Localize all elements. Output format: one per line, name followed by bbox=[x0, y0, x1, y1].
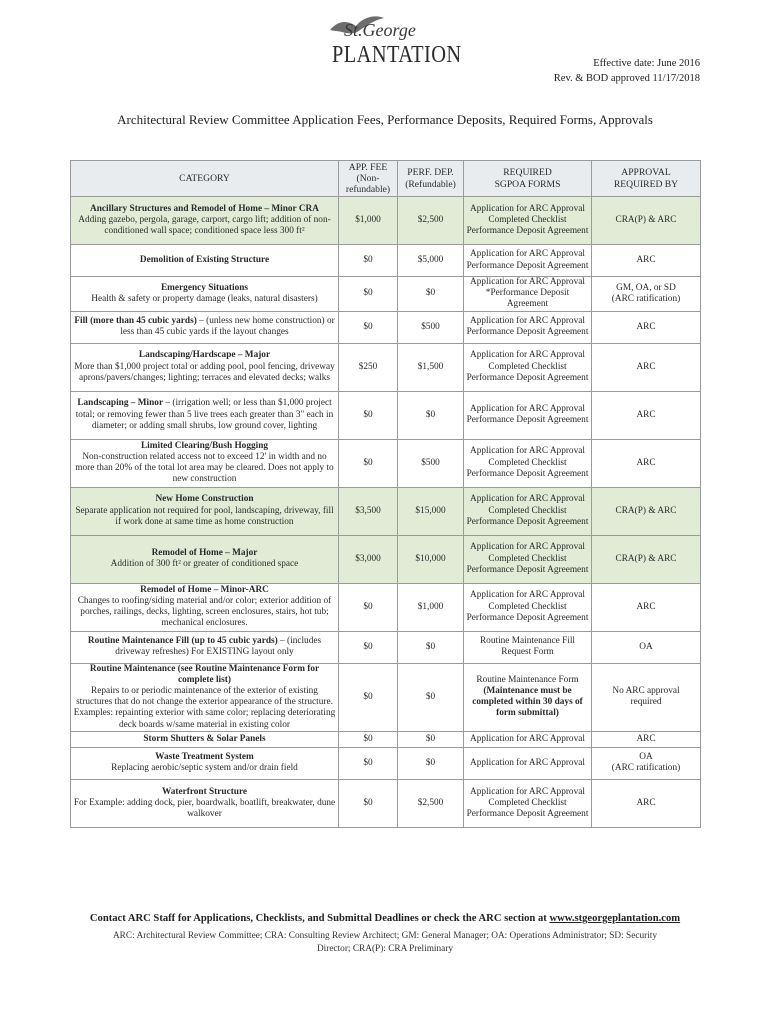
st-george-plantation-logo bbox=[320, 12, 462, 74]
approval-cell bbox=[592, 631, 701, 663]
required-form-item: Application for ARC Approval bbox=[470, 315, 585, 326]
approval-cell bbox=[592, 439, 701, 487]
required-form-item: Application for ARC Approval bbox=[470, 350, 585, 361]
logo-script-text: St.George bbox=[344, 20, 416, 40]
category-title: Routine Maintenance (see Routine Maintenance Form for complete list) bbox=[89, 663, 320, 685]
abbreviation-legend: ARC: Architectural Review Committee; CRA: Consulting Review Architect; GM: General Manager; OA: Operations Administrator; SD: Security Director; CRA(P): CRA Preliminary bbox=[112, 931, 658, 954]
contact-line bbox=[0, 913, 770, 924]
approval-cell bbox=[592, 487, 701, 535]
approval-item: ARC bbox=[636, 361, 656, 372]
approval-item: required bbox=[630, 697, 662, 708]
header-app-fee: APP. FEE (Non-refundable) bbox=[339, 161, 398, 197]
category-description: Repairs to or periodic maintenance of the exterior of existing structures that do not change the exterior appearance of the structure. Examples: repainting exterior with same color; replacing deteriorating deck boards w/same material in existing color bbox=[73, 686, 336, 730]
header-perf-dep: PERF. DEP. (Refundable) bbox=[398, 161, 464, 197]
perf-dep-cell: $0 bbox=[398, 391, 464, 439]
required-form-item: Performance Deposit Agreement bbox=[466, 327, 589, 338]
category-title: Landscaping – Minor bbox=[77, 398, 164, 409]
approval-item: ARC bbox=[636, 733, 656, 744]
app-fee-cell: $3,000 bbox=[339, 535, 398, 583]
category-cell bbox=[71, 779, 339, 827]
effective-date-block bbox=[554, 56, 700, 86]
app-fee-cell: $0 bbox=[339, 779, 398, 827]
approval-item: CRA(P) & ARC bbox=[615, 214, 677, 225]
header-approval: APPROVAL REQUIRED BY bbox=[592, 161, 701, 197]
category-description: – (irrigation well; or less than $1,000 project total; or removing fewer than 5 live trees each greater than 3" each in diameter; or adding small shrubs, low ground cover, lighting bbox=[75, 398, 334, 431]
effective-date: Effective date: June 2016 bbox=[593, 58, 700, 69]
table-row bbox=[71, 779, 701, 827]
category-description: Replacing aerobic/septic system and/or drain field bbox=[111, 763, 298, 774]
approval-cell bbox=[592, 343, 701, 391]
category-cell bbox=[71, 535, 339, 583]
app-fee-cell: $0 bbox=[339, 391, 398, 439]
app-fee-cell: $0 bbox=[339, 663, 398, 731]
required-forms-cell bbox=[464, 747, 592, 779]
required-form-item: Performance Deposit Agreement bbox=[466, 612, 589, 623]
perf-dep-cell: $1,500 bbox=[398, 343, 464, 391]
table-row bbox=[71, 487, 701, 535]
required-forms-cell bbox=[464, 277, 592, 312]
category-title: Remodel of Home – Major bbox=[151, 547, 258, 558]
approval-item: ARC bbox=[636, 254, 656, 265]
app-fee-cell: $0 bbox=[339, 747, 398, 779]
required-form-item: *Performance Deposit Agreement bbox=[485, 288, 570, 310]
category-description: Changes to roofing/siding material and/or color; exterior addition of porches, railings, decks, lighting, screen enclosures, stairs, hot tub; mechanical enclosures. bbox=[77, 595, 332, 629]
required-form-item: Application for ARC Approval bbox=[470, 403, 585, 414]
page-title: Architectural Review Committee Application Fees, Performance Deposits, Required Forms, Approvals bbox=[117, 112, 653, 127]
required-form-item: Completed Checklist bbox=[488, 797, 567, 808]
category-title: Remodel of Home – Minor-ARC bbox=[140, 584, 269, 595]
app-fee-cell: $250 bbox=[339, 343, 398, 391]
app-fee-cell: $0 bbox=[339, 311, 398, 343]
category-cell bbox=[71, 197, 339, 245]
perf-dep-cell: $0 bbox=[398, 731, 464, 747]
required-forms-cell bbox=[464, 197, 592, 245]
required-forms-cell bbox=[464, 311, 592, 343]
required-form-item: Performance Deposit Agreement bbox=[466, 468, 589, 479]
category-title: Storm Shutters & Solar Panels bbox=[143, 733, 266, 744]
table-row bbox=[71, 343, 701, 391]
approval-cell bbox=[592, 311, 701, 343]
table-row bbox=[71, 731, 701, 747]
required-forms-cell bbox=[464, 245, 592, 277]
approval-item: ARC bbox=[636, 601, 656, 612]
required-form-item: Completed Checklist bbox=[488, 505, 567, 516]
approval-cell bbox=[592, 583, 701, 631]
required-forms-cell bbox=[464, 583, 592, 631]
required-form-item: Performance Deposit Agreement bbox=[466, 808, 589, 819]
required-form-item: Performance Deposit Agreement bbox=[466, 516, 589, 527]
perf-dep-cell: $10,000 bbox=[398, 535, 464, 583]
required-form-item: Routine Maintenance Form bbox=[476, 674, 579, 685]
approval-item: (ARC ratification) bbox=[611, 763, 681, 774]
perf-dep-cell: $0 bbox=[398, 747, 464, 779]
logo-word-text: PLANTATION bbox=[332, 42, 462, 68]
perf-dep-cell: $2,500 bbox=[398, 779, 464, 827]
approval-item: GM, OA, or SD bbox=[616, 282, 676, 293]
category-title: Demolition of Existing Structure bbox=[139, 254, 270, 265]
perf-dep-cell: $500 bbox=[398, 311, 464, 343]
category-title: Routine Maintenance Fill (up to 45 cubic yards) bbox=[87, 635, 278, 646]
table-row bbox=[71, 311, 701, 343]
category-cell bbox=[71, 391, 339, 439]
required-form-item: Application for ARC Approval bbox=[470, 249, 585, 260]
required-forms-cell bbox=[464, 487, 592, 535]
table-row bbox=[71, 747, 701, 779]
category-title: Fill (more than 45 cubic yards) bbox=[74, 315, 197, 326]
category-title: Limited Clearing/Bush Hogging bbox=[140, 440, 269, 451]
required-form-item: Routine Maintenance Fill Request Form bbox=[479, 635, 576, 658]
approval-item: ARC bbox=[636, 321, 656, 332]
required-forms-cell bbox=[464, 391, 592, 439]
approval-cell bbox=[592, 277, 701, 312]
category-cell bbox=[71, 631, 339, 663]
approval-cell bbox=[592, 535, 701, 583]
required-forms-cell bbox=[464, 343, 592, 391]
required-form-item: Application for ARC Approval bbox=[470, 203, 585, 214]
category-cell bbox=[71, 245, 339, 277]
required-form-item: Application for ARC Approval bbox=[470, 733, 585, 744]
table-header-row bbox=[71, 161, 701, 197]
category-description: Non-construction related access not to exceed 12' in width and no more than 20% of the total lot area may be cleared. Does not apply to new construction bbox=[75, 451, 334, 485]
required-form-item: Completed Checklist bbox=[488, 214, 567, 225]
required-forms-cell bbox=[464, 779, 592, 827]
approval-cell bbox=[592, 779, 701, 827]
category-cell bbox=[71, 277, 339, 312]
table-row bbox=[71, 197, 701, 245]
app-fee-cell: $1,000 bbox=[339, 197, 398, 245]
table-row bbox=[71, 583, 701, 631]
app-fee-cell: $3,500 bbox=[339, 487, 398, 535]
fees-table bbox=[70, 160, 701, 828]
app-fee-cell: $0 bbox=[339, 583, 398, 631]
perf-dep-cell: $15,000 bbox=[398, 487, 464, 535]
approval-cell bbox=[592, 663, 701, 731]
category-cell bbox=[71, 583, 339, 631]
required-forms-cell bbox=[464, 631, 592, 663]
category-cell bbox=[71, 439, 339, 487]
perf-dep-cell: $2,500 bbox=[398, 197, 464, 245]
required-form-item: Completed Checklist bbox=[488, 361, 567, 372]
category-description: For Example: adding dock, pier, boardwalk, boatlift, breakwater, dune walkover bbox=[73, 797, 336, 819]
approval-item: CRA(P) & ARC bbox=[615, 553, 677, 564]
required-forms-cell bbox=[464, 439, 592, 487]
required-form-item: Completed Checklist bbox=[488, 457, 567, 468]
approval-cell bbox=[592, 747, 701, 779]
table-row bbox=[71, 631, 701, 663]
approval-item: OA bbox=[639, 641, 653, 652]
category-cell bbox=[71, 487, 339, 535]
website-link[interactable]: www.stgeorgeplantation.com bbox=[549, 913, 681, 924]
approval-item: ARC bbox=[636, 797, 656, 808]
category-description: More than $1,000 project total or adding pool, pool fencing, driveway aprons/pavers/changes; lighting; terraces and elevated decks; walks bbox=[74, 361, 335, 383]
approval-cell bbox=[592, 731, 701, 747]
required-form-item: Application for ARC Approval bbox=[470, 757, 585, 768]
approval-item: No ARC approval bbox=[612, 686, 680, 697]
required-form-item: Application for ARC Approval bbox=[470, 446, 585, 457]
required-form-item: (Maintenance must be completed within 30 days of form submittal) bbox=[472, 686, 583, 719]
category-cell bbox=[71, 311, 339, 343]
required-forms-cell bbox=[464, 663, 592, 731]
header-category: CATEGORY bbox=[71, 161, 339, 197]
revision-date: Rev. & BOD approved 11/17/2018 bbox=[553, 73, 700, 84]
category-title: Landscaping/Hardscape – Major bbox=[138, 350, 271, 361]
required-form-item: Application for ARC Approval bbox=[470, 542, 585, 553]
app-fee-cell: $0 bbox=[339, 731, 398, 747]
contact-text: Contact ARC Staff for Applications, Checklists, and Submittal Deadlines or check the ARC section at bbox=[89, 913, 550, 924]
category-description: Separate application not required for pool, landscaping, driveway, fill if work done at same time as home construction bbox=[75, 505, 334, 527]
category-description: Addition of 300 ft² or greater of conditioned space bbox=[110, 559, 299, 570]
perf-dep-cell: $0 bbox=[398, 631, 464, 663]
perf-dep-cell: $0 bbox=[398, 663, 464, 731]
approval-cell bbox=[592, 245, 701, 277]
required-form-item: Performance Deposit Agreement bbox=[466, 226, 589, 237]
header-required-forms: REQUIRED SGPOA FORMS bbox=[464, 161, 592, 197]
table-row bbox=[71, 245, 701, 277]
category-title: Waterfront Structure bbox=[161, 786, 248, 797]
required-form-item: Performance Deposit Agreement bbox=[466, 372, 589, 383]
perf-dep-cell: $500 bbox=[398, 439, 464, 487]
category-title: Ancillary Structures and Remodel of Home – Minor CRA bbox=[90, 203, 319, 214]
perf-dep-cell: $1,000 bbox=[398, 583, 464, 631]
category-cell bbox=[71, 747, 339, 779]
category-cell bbox=[71, 731, 339, 747]
required-form-item: Completed Checklist bbox=[488, 601, 567, 612]
category-title: New Home Construction bbox=[155, 494, 254, 505]
required-form-item: Application for ARC Approval bbox=[470, 494, 585, 505]
approval-item: OA bbox=[639, 752, 653, 763]
required-form-item: Application for ARC Approval bbox=[470, 277, 585, 287]
table-row bbox=[71, 391, 701, 439]
approval-cell bbox=[592, 391, 701, 439]
required-form-item: Completed Checklist bbox=[488, 553, 567, 564]
app-fee-cell: $0 bbox=[339, 245, 398, 277]
required-forms-cell bbox=[464, 731, 592, 747]
category-title: Emergency Situations bbox=[160, 282, 249, 293]
category-cell bbox=[71, 663, 339, 731]
app-fee-cell: $0 bbox=[339, 277, 398, 312]
approval-item: ARC bbox=[636, 409, 656, 420]
category-cell bbox=[71, 343, 339, 391]
required-form-item: Performance Deposit Agreement bbox=[466, 260, 589, 271]
required-forms-cell bbox=[464, 535, 592, 583]
table-row bbox=[71, 277, 701, 312]
approval-item: ARC bbox=[636, 457, 656, 468]
perf-dep-cell: $5,000 bbox=[398, 245, 464, 277]
app-fee-cell: $0 bbox=[339, 631, 398, 663]
category-description: – (unless new home construction) or less than 45 cubic yards if the layout changes bbox=[120, 315, 335, 338]
category-description: – (includes driveway refreshes) For EXISTING layout only bbox=[115, 635, 322, 658]
required-form-item: Application for ARC Approval bbox=[470, 786, 585, 797]
app-fee-cell: $0 bbox=[339, 439, 398, 487]
perf-dep-cell: $0 bbox=[398, 277, 464, 312]
required-form-item: Performance Deposit Agreement bbox=[466, 564, 589, 575]
approval-item: (ARC ratification) bbox=[611, 293, 681, 304]
table-row bbox=[71, 663, 701, 731]
approval-item: CRA(P) & ARC bbox=[615, 505, 677, 516]
approval-cell bbox=[592, 197, 701, 245]
category-title: Waste Treatment System bbox=[155, 752, 254, 763]
table-row bbox=[71, 535, 701, 583]
required-form-item: Application for ARC Approval bbox=[470, 590, 585, 601]
category-description: Adding gazebo, pergola, garage, carport, cargo lift; addition of non-conditioned wall space; conditioned space less 300 ft² bbox=[78, 214, 331, 237]
required-form-item: Performance Deposit Agreement bbox=[466, 415, 589, 426]
category-description: Health & safety or property damage (leaks, natural disasters) bbox=[91, 293, 318, 304]
table-row bbox=[71, 439, 701, 487]
